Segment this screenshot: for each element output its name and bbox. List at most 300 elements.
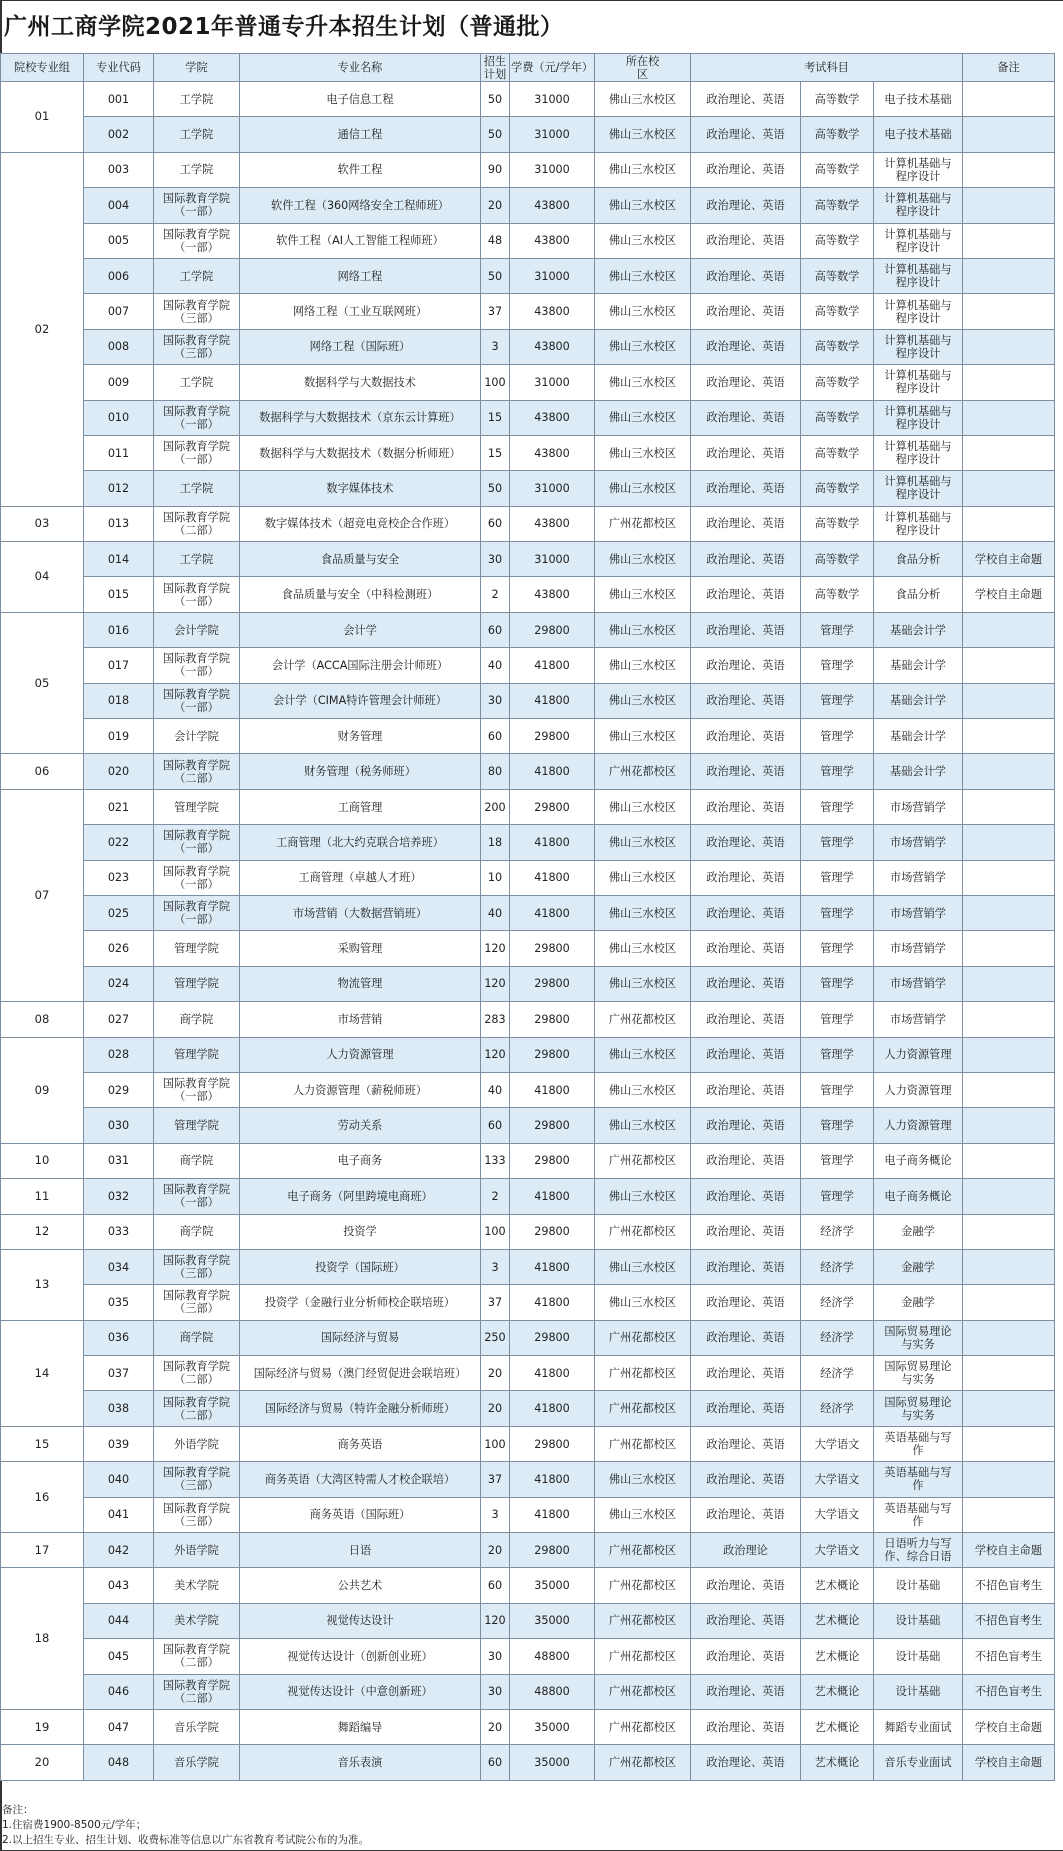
cell-major: 数据科学与大数据技术（数据分析师班） (240, 435, 481, 470)
cell-fee: 41800 (510, 1462, 595, 1497)
table-row (1, 1426, 1055, 1461)
cell-exam1: 政治理论、英语 (691, 1462, 801, 1497)
cell-college: 国际教育学院（二部） (154, 1639, 240, 1674)
cell-college: 商学院 (154, 1002, 240, 1037)
cell-code: 031 (84, 1143, 154, 1178)
cell-exam2: 大学语文 (801, 1533, 874, 1568)
cell-code: 027 (84, 1002, 154, 1037)
header-campus: 所在校区 (595, 54, 691, 82)
cell-college: 管理学院 (154, 1037, 240, 1072)
cell-major: 工商管理 (240, 789, 481, 824)
cell-fee: 29800 (510, 789, 595, 824)
cell-code: 019 (84, 719, 154, 754)
table-row (1, 1391, 1055, 1426)
cell-exam2: 高等数学 (801, 365, 874, 400)
cell-fee: 43800 (510, 294, 595, 329)
cell-major: 数字媒体技术（超竞电竞校企合作班） (240, 506, 481, 541)
header-quota: 招生计划 (481, 54, 510, 82)
cell-quota: 120 (481, 1603, 510, 1638)
cell-exam2: 高等数学 (801, 435, 874, 470)
cell-campus: 佛山三水校区 (595, 471, 691, 506)
cell-quota: 40 (481, 1072, 510, 1107)
table-row (1, 612, 1055, 647)
cell-remark (963, 1462, 1055, 1497)
cell-exam1: 政治理论、英语 (691, 1674, 801, 1709)
cell-major: 公共艺术 (240, 1568, 481, 1603)
cell-exam1: 政治理论、英语 (691, 683, 801, 718)
table-row (1, 1533, 1055, 1568)
cell-quota: 3 (481, 1249, 510, 1284)
cell-remark (963, 188, 1055, 223)
cell-exam1: 政治理论、英语 (691, 400, 801, 435)
cell-group: 19 (1, 1709, 84, 1744)
cell-college: 国际教育学院（二部） (154, 754, 240, 789)
cell-campus: 广州花都校区 (595, 506, 691, 541)
table-row (1, 117, 1055, 152)
cell-college: 国际教育学院（一部） (154, 1179, 240, 1214)
cell-exam1: 政治理论、英语 (691, 1320, 801, 1355)
cell-fee: 41800 (510, 895, 595, 930)
cell-college: 国际教育学院（一部） (154, 648, 240, 683)
cell-fee: 29800 (510, 1037, 595, 1072)
cell-remark (963, 1002, 1055, 1037)
cell-campus: 佛山三水校区 (595, 542, 691, 577)
cell-exam1: 政治理论、英语 (691, 1072, 801, 1107)
cell-exam2: 艺术概论 (801, 1745, 874, 1780)
cell-exam3: 音乐专业面试 (874, 1745, 963, 1780)
cell-quota: 283 (481, 1002, 510, 1037)
cell-code: 030 (84, 1108, 154, 1143)
cell-exam3: 市场营销学 (874, 895, 963, 930)
cell-exam1: 政治理论、英语 (691, 117, 801, 152)
cell-fee: 29800 (510, 1426, 595, 1461)
cell-exam2: 管理学 (801, 825, 874, 860)
cell-exam1: 政治理论 (691, 1533, 801, 1568)
cell-exam3: 设计基础 (874, 1639, 963, 1674)
table-row (1, 1002, 1055, 1037)
table-row (1, 1356, 1055, 1391)
cell-campus: 广州花都校区 (595, 1745, 691, 1780)
cell-exam2: 高等数学 (801, 188, 874, 223)
cell-remark: 学校自主命题 (963, 1745, 1055, 1780)
cell-exam3: 基础会计学 (874, 612, 963, 647)
cell-fee: 35000 (510, 1603, 595, 1638)
cell-quota: 20 (481, 1709, 510, 1744)
cell-code: 032 (84, 1179, 154, 1214)
table-row (1, 1143, 1055, 1178)
cell-exam2: 高等数学 (801, 577, 874, 612)
cell-fee: 43800 (510, 435, 595, 470)
cell-campus: 广州花都校区 (595, 1674, 691, 1709)
cell-major: 国际经济与贸易 (240, 1320, 481, 1355)
cell-code: 036 (84, 1320, 154, 1355)
cell-exam3: 计算机基础与程序设计 (874, 471, 963, 506)
table-row (1, 1462, 1055, 1497)
cell-code: 004 (84, 188, 154, 223)
cell-college: 国际教育学院（一部） (154, 1072, 240, 1107)
cell-group: 08 (1, 1002, 84, 1037)
cell-campus: 佛山三水校区 (595, 1249, 691, 1284)
cell-fee: 29800 (510, 1320, 595, 1355)
cell-exam3: 设计基础 (874, 1674, 963, 1709)
cell-exam3: 国际贸易理论与实务 (874, 1391, 963, 1426)
cell-remark (963, 966, 1055, 1001)
cell-fee: 31000 (510, 471, 595, 506)
cell-exam3: 电子商务概论 (874, 1143, 963, 1178)
cell-major: 软件工程（360网络安全工程师班） (240, 188, 481, 223)
cell-exam2: 艺术概论 (801, 1568, 874, 1603)
cell-group: 03 (1, 506, 84, 541)
cell-campus: 广州花都校区 (595, 1391, 691, 1426)
cell-college: 国际教育学院（三部） (154, 1249, 240, 1284)
cell-code: 048 (84, 1745, 154, 1780)
table-row (1, 577, 1055, 612)
cell-exam3: 英语基础与写作 (874, 1462, 963, 1497)
notes (2, 1803, 369, 1848)
cell-exam3: 市场营销学 (874, 825, 963, 860)
cell-remark (963, 1391, 1055, 1426)
cell-exam2: 高等数学 (801, 400, 874, 435)
cell-exam3: 电子技术基础 (874, 117, 963, 152)
cell-code: 003 (84, 152, 154, 187)
cell-campus: 广州花都校区 (595, 1603, 691, 1638)
cell-exam2: 高等数学 (801, 506, 874, 541)
cell-remark (963, 1497, 1055, 1532)
cell-exam3: 市场营销学 (874, 860, 963, 895)
cell-fee: 41800 (510, 1356, 595, 1391)
cell-major: 人力资源管理（薪税师班） (240, 1072, 481, 1107)
cell-group: 11 (1, 1179, 84, 1214)
cell-code: 005 (84, 223, 154, 258)
cell-exam3: 计算机基础与程序设计 (874, 152, 963, 187)
cell-exam3: 舞蹈专业面试 (874, 1709, 963, 1744)
cell-remark (963, 683, 1055, 718)
cell-campus: 佛山三水校区 (595, 400, 691, 435)
cell-quota: 30 (481, 683, 510, 718)
cell-group: 20 (1, 1745, 84, 1780)
cell-remark (963, 365, 1055, 400)
cell-college: 国际教育学院（二部） (154, 506, 240, 541)
cell-college: 商学院 (154, 1143, 240, 1178)
cell-campus: 广州花都校区 (595, 1214, 691, 1249)
cell-campus: 佛山三水校区 (595, 258, 691, 293)
cell-remark (963, 931, 1055, 966)
cell-remark (963, 223, 1055, 258)
cell-group: 18 (1, 1568, 84, 1710)
table-row (1, 223, 1055, 258)
table-row (1, 754, 1055, 789)
cell-code: 017 (84, 648, 154, 683)
cell-quota: 3 (481, 329, 510, 364)
cell-exam2: 经济学 (801, 1249, 874, 1284)
cell-exam1: 政治理论、英语 (691, 435, 801, 470)
cell-quota: 60 (481, 1108, 510, 1143)
cell-remark: 学校自主命题 (963, 577, 1055, 612)
cell-quota: 200 (481, 789, 510, 824)
cell-remark (963, 329, 1055, 364)
cell-quota: 15 (481, 435, 510, 470)
cell-quota: 50 (481, 117, 510, 152)
cell-remark (963, 1285, 1055, 1320)
cell-major: 物流管理 (240, 966, 481, 1001)
cell-exam3: 市场营销学 (874, 789, 963, 824)
cell-quota: 250 (481, 1320, 510, 1355)
cell-fee: 41800 (510, 1249, 595, 1284)
cell-remark: 不招色盲考生 (963, 1639, 1055, 1674)
cell-remark (963, 1037, 1055, 1072)
cell-college: 工学院 (154, 258, 240, 293)
cell-exam3: 计算机基础与程序设计 (874, 329, 963, 364)
cell-exam1: 政治理论、英语 (691, 1391, 801, 1426)
cell-college: 管理学院 (154, 1108, 240, 1143)
header-college: 学院 (154, 54, 240, 82)
cell-code: 035 (84, 1285, 154, 1320)
notes-heading: 备注： (2, 1804, 34, 1816)
cell-fee: 29800 (510, 719, 595, 754)
cell-exam1: 政治理论、英语 (691, 471, 801, 506)
cell-college: 工学院 (154, 542, 240, 577)
cell-campus: 佛山三水校区 (595, 1497, 691, 1532)
table-row (1, 1179, 1055, 1214)
cell-fee: 48800 (510, 1674, 595, 1709)
cell-college: 音乐学院 (154, 1709, 240, 1744)
cell-group: 02 (1, 152, 84, 506)
cell-fee: 41800 (510, 1072, 595, 1107)
cell-exam1: 政治理论、英语 (691, 1214, 801, 1249)
cell-exam1: 政治理论、英语 (691, 825, 801, 860)
cell-remark (963, 258, 1055, 293)
table-row (1, 1285, 1055, 1320)
cell-major: 会计学（CIMA特许管理会计师班） (240, 683, 481, 718)
cell-quota: 120 (481, 931, 510, 966)
cell-exam3: 设计基础 (874, 1568, 963, 1603)
cell-exam1: 政治理论、英语 (691, 612, 801, 647)
cell-exam1: 政治理论、英语 (691, 895, 801, 930)
cell-exam1: 政治理论、英语 (691, 1356, 801, 1391)
cell-group: 17 (1, 1533, 84, 1568)
cell-campus: 广州花都校区 (595, 1639, 691, 1674)
cell-exam2: 管理学 (801, 683, 874, 718)
cell-campus: 佛山三水校区 (595, 329, 691, 364)
cell-campus: 佛山三水校区 (595, 152, 691, 187)
cell-exam2: 高等数学 (801, 82, 874, 117)
cell-exam1: 政治理论、英语 (691, 1037, 801, 1072)
cell-code: 025 (84, 895, 154, 930)
cell-exam1: 政治理论、英语 (691, 506, 801, 541)
cell-campus: 广州花都校区 (595, 1426, 691, 1461)
cell-exam1: 政治理论、英语 (691, 931, 801, 966)
cell-campus: 广州花都校区 (595, 1320, 691, 1355)
cell-exam1: 政治理论、英语 (691, 1426, 801, 1461)
cell-major: 日语 (240, 1533, 481, 1568)
header-group: 院校专业组 (1, 54, 84, 82)
cell-college: 国际教育学院（二部） (154, 1356, 240, 1391)
cell-college: 工学院 (154, 471, 240, 506)
cell-college: 国际教育学院（一部） (154, 825, 240, 860)
cell-major: 网络工程（工业互联网班） (240, 294, 481, 329)
cell-code: 021 (84, 789, 154, 824)
cell-college: 外语学院 (154, 1426, 240, 1461)
cell-fee: 43800 (510, 329, 595, 364)
cell-fee: 29800 (510, 612, 595, 647)
cell-exam2: 大学语文 (801, 1462, 874, 1497)
cell-exam2: 大学语文 (801, 1426, 874, 1461)
cell-exam1: 政治理论、英语 (691, 1249, 801, 1284)
cell-exam2: 管理学 (801, 648, 874, 683)
cell-major: 数据科学与大数据技术（京东云计算班） (240, 400, 481, 435)
table-row (1, 1709, 1055, 1744)
cell-campus: 佛山三水校区 (595, 577, 691, 612)
header-code: 专业代码 (84, 54, 154, 82)
cell-fee: 43800 (510, 188, 595, 223)
cell-exam3: 设计基础 (874, 1603, 963, 1638)
cell-major: 软件工程（AI人工智能工程师班） (240, 223, 481, 258)
cell-exam3: 英语基础与写作 (874, 1497, 963, 1532)
cell-fee: 48800 (510, 1639, 595, 1674)
cell-quota: 60 (481, 719, 510, 754)
cell-code: 041 (84, 1497, 154, 1532)
cell-major: 投资学（国际班） (240, 1249, 481, 1284)
cell-code: 018 (84, 683, 154, 718)
table-row (1, 860, 1055, 895)
cell-remark (963, 506, 1055, 541)
cell-fee: 41800 (510, 1179, 595, 1214)
cell-college: 商学院 (154, 1214, 240, 1249)
cell-campus: 佛山三水校区 (595, 1179, 691, 1214)
cell-college: 会计学院 (154, 719, 240, 754)
cell-exam2: 高等数学 (801, 258, 874, 293)
table-row (1, 966, 1055, 1001)
cell-group: 09 (1, 1037, 84, 1143)
cell-quota: 20 (481, 1391, 510, 1426)
cell-exam3: 食品分析 (874, 577, 963, 612)
cell-fee: 31000 (510, 365, 595, 400)
cell-code: 010 (84, 400, 154, 435)
cell-major: 采购管理 (240, 931, 481, 966)
cell-fee: 41800 (510, 1497, 595, 1532)
cell-quota: 60 (481, 1745, 510, 1780)
cell-major: 国际经济与贸易（特许金融分析师班） (240, 1391, 481, 1426)
cell-fee: 29800 (510, 1108, 595, 1143)
cell-campus: 佛山三水校区 (595, 1462, 691, 1497)
cell-major: 网络工程（国际班） (240, 329, 481, 364)
table-row (1, 329, 1055, 364)
cell-quota: 48 (481, 223, 510, 258)
cell-major: 商务英语（大湾区特需人才校企联培） (240, 1462, 481, 1497)
cell-exam1: 政治理论、英语 (691, 1002, 801, 1037)
cell-code: 026 (84, 931, 154, 966)
cell-fee: 31000 (510, 258, 595, 293)
cell-exam1: 政治理论、英语 (691, 1709, 801, 1744)
cell-campus: 佛山三水校区 (595, 895, 691, 930)
cell-remark (963, 117, 1055, 152)
cell-campus: 广州花都校区 (595, 1533, 691, 1568)
cell-campus: 佛山三水校区 (595, 648, 691, 683)
cell-campus: 广州花都校区 (595, 754, 691, 789)
cell-remark (963, 1179, 1055, 1214)
cell-exam2: 管理学 (801, 1002, 874, 1037)
cell-exam2: 管理学 (801, 966, 874, 1001)
cell-campus: 佛山三水校区 (595, 860, 691, 895)
cell-campus: 佛山三水校区 (595, 188, 691, 223)
table-row (1, 435, 1055, 470)
cell-exam3: 国际贸易理论与实务 (874, 1320, 963, 1355)
cell-campus: 佛山三水校区 (595, 719, 691, 754)
cell-exam2: 经济学 (801, 1285, 874, 1320)
cell-remark (963, 612, 1055, 647)
cell-exam1: 政治理论、英语 (691, 1108, 801, 1143)
cell-exam3: 食品分析 (874, 542, 963, 577)
cell-quota: 37 (481, 294, 510, 329)
cell-remark (963, 825, 1055, 860)
cell-exam1: 政治理论、英语 (691, 223, 801, 258)
cell-quota: 2 (481, 1179, 510, 1214)
cell-remark: 学校自主命题 (963, 542, 1055, 577)
cell-campus: 佛山三水校区 (595, 683, 691, 718)
cell-exam2: 高等数学 (801, 329, 874, 364)
cell-exam1: 政治理论、英语 (691, 648, 801, 683)
cell-exam2: 管理学 (801, 1143, 874, 1178)
cell-code: 012 (84, 471, 154, 506)
table-row (1, 1108, 1055, 1143)
cell-college: 国际教育学院（一部） (154, 400, 240, 435)
cell-fee: 41800 (510, 683, 595, 718)
cell-fee: 35000 (510, 1745, 595, 1780)
table-row (1, 542, 1055, 577)
cell-exam2: 管理学 (801, 860, 874, 895)
cell-exam3: 英语基础与写作 (874, 1426, 963, 1461)
cell-code: 023 (84, 860, 154, 895)
cell-campus: 佛山三水校区 (595, 1108, 691, 1143)
cell-fee: 41800 (510, 1285, 595, 1320)
header-fee: 学费（元/学年） (510, 54, 595, 82)
cell-exam2: 艺术概论 (801, 1603, 874, 1638)
cell-code: 039 (84, 1426, 154, 1461)
cell-exam1: 政治理论、英语 (691, 294, 801, 329)
cell-code: 045 (84, 1639, 154, 1674)
cell-exam1: 政治理论、英语 (691, 188, 801, 223)
cell-college: 工学院 (154, 365, 240, 400)
cell-exam2: 高等数学 (801, 471, 874, 506)
cell-campus: 广州花都校区 (595, 1568, 691, 1603)
cell-major: 食品质量与安全 (240, 542, 481, 577)
cell-fee: 29800 (510, 1214, 595, 1249)
cell-exam2: 经济学 (801, 1356, 874, 1391)
table-row (1, 1249, 1055, 1284)
cell-exam2: 管理学 (801, 1072, 874, 1107)
cell-college: 音乐学院 (154, 1745, 240, 1780)
cell-college: 国际教育学院（二部） (154, 1674, 240, 1709)
cell-exam1: 政治理论、英语 (691, 1285, 801, 1320)
cell-college: 国际教育学院（一部） (154, 435, 240, 470)
cell-major: 电子商务（阿里跨境电商班） (240, 1179, 481, 1214)
cell-code: 008 (84, 329, 154, 364)
cell-exam1: 政治理论、英语 (691, 1497, 801, 1532)
cell-exam1: 政治理论、英语 (691, 754, 801, 789)
cell-major: 视觉传达设计（中意创新班） (240, 1674, 481, 1709)
cell-exam2: 艺术概论 (801, 1674, 874, 1709)
cell-group: 10 (1, 1143, 84, 1178)
cell-exam3: 市场营销学 (874, 966, 963, 1001)
cell-major: 商务英语（国际班） (240, 1497, 481, 1532)
header-remark: 备注 (963, 54, 1055, 82)
cell-exam1: 政治理论、英语 (691, 1179, 801, 1214)
cell-college: 国际教育学院（一部） (154, 223, 240, 258)
cell-remark (963, 1143, 1055, 1178)
cell-exam2: 高等数学 (801, 152, 874, 187)
cell-exam2: 管理学 (801, 719, 874, 754)
cell-exam2: 经济学 (801, 1320, 874, 1355)
